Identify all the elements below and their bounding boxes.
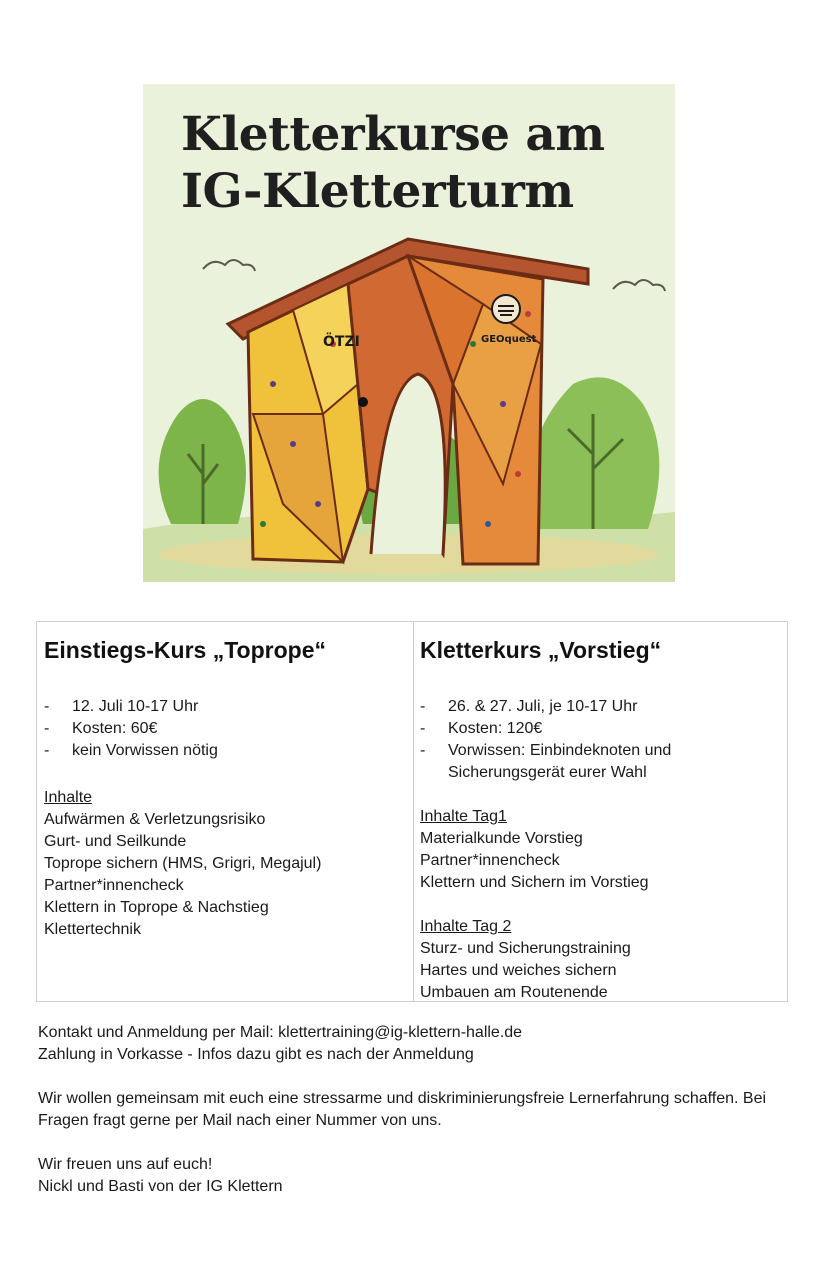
content-item: Klettertechnik	[44, 921, 141, 938]
fact-date: - 26. & 27. Juli, je 10-17 Uhr	[420, 696, 787, 718]
poster-image	[143, 84, 675, 582]
content-item: Gurt- und Seilkunde	[44, 833, 187, 850]
poster-title-line2: IG-Kletterturm	[181, 164, 574, 219]
tree-left	[159, 399, 246, 524]
fact-date: - 12. Juli 10-17 Uhr	[44, 696, 413, 718]
course-vorstieg-day1	[420, 806, 787, 894]
section-heading: Inhalte	[44, 789, 93, 806]
greeting-line: Wir freuen uns auf euch!	[38, 1156, 213, 1173]
course-toprope-contents	[44, 787, 413, 941]
course-vorstieg-title: Kletterkurs „Vorstieg“	[420, 637, 662, 663]
content-item: Klettern in Toprope & Nachstieg	[44, 899, 269, 916]
course-toprope-facts	[44, 696, 413, 762]
payment-line: Zahlung in Vorkasse - Infos dazu gibt es nach der Anmeldung	[38, 1046, 474, 1063]
fact-cost: - Kosten: 120€	[420, 718, 787, 740]
course-vorstieg-day2	[420, 916, 787, 1004]
fact-prerequisites: - kein Vorwissen nötig	[44, 740, 413, 762]
wall-label-geoquest: GEOquest	[481, 334, 537, 345]
wall-label-otzi: ÖTZI	[323, 334, 360, 350]
poster-title	[181, 106, 605, 220]
courses-table	[36, 621, 788, 1002]
content-item: Hartes und weiches sichern	[420, 962, 617, 979]
course-toprope	[37, 622, 414, 1001]
section-heading: Inhalte Tag 2	[420, 918, 512, 935]
content-item: Materialkunde Vorstieg	[420, 830, 583, 847]
footer-text	[38, 1022, 798, 1198]
content-item: Klettern und Sichern im Vorstieg	[420, 874, 649, 891]
geoquest-logo-icon	[492, 295, 520, 323]
fact-prerequisites: - Vorwissen: Einbindeknoten und Sicherungsgerät eurer Wahl	[420, 740, 758, 784]
signature-line: Nickl und Basti von der IG Klettern	[38, 1178, 283, 1195]
course-vorstieg	[414, 622, 787, 1001]
course-vorstieg-facts	[420, 696, 787, 784]
content-item: Aufwärmen & Verletzungsrisiko	[44, 811, 266, 828]
left-wall	[248, 284, 368, 562]
section-heading: Inhalte Tag1	[420, 808, 507, 825]
tree-right	[531, 377, 660, 529]
intention-paragraph: Wir wollen gemeinsam mit euch eine stressarme und diskriminierungsfreie Lernerfahrung schaffen. Bei Fragen fragt gerne per Mail nach einer Nummer von uns.	[38, 1090, 767, 1129]
content-item: Umbauen am Routenende	[420, 984, 608, 1001]
poster-title-line1: Kletterkurse am	[181, 107, 605, 162]
fact-cost: - Kosten: 60€	[44, 718, 413, 740]
content-item: Partner*innencheck	[420, 852, 560, 869]
content-item: Sturz- und Sicherungstraining	[420, 940, 631, 957]
course-toprope-title: Einstiegs-Kurs „Toprope“	[44, 637, 326, 663]
contact-line: Kontakt und Anmeldung per Mail: klettertraining@ig-klettern-halle.de	[38, 1024, 523, 1041]
content-item: Partner*innencheck	[44, 877, 184, 894]
content-item: Toprope sichern (HMS, Grigri, Megajul)	[44, 855, 322, 872]
